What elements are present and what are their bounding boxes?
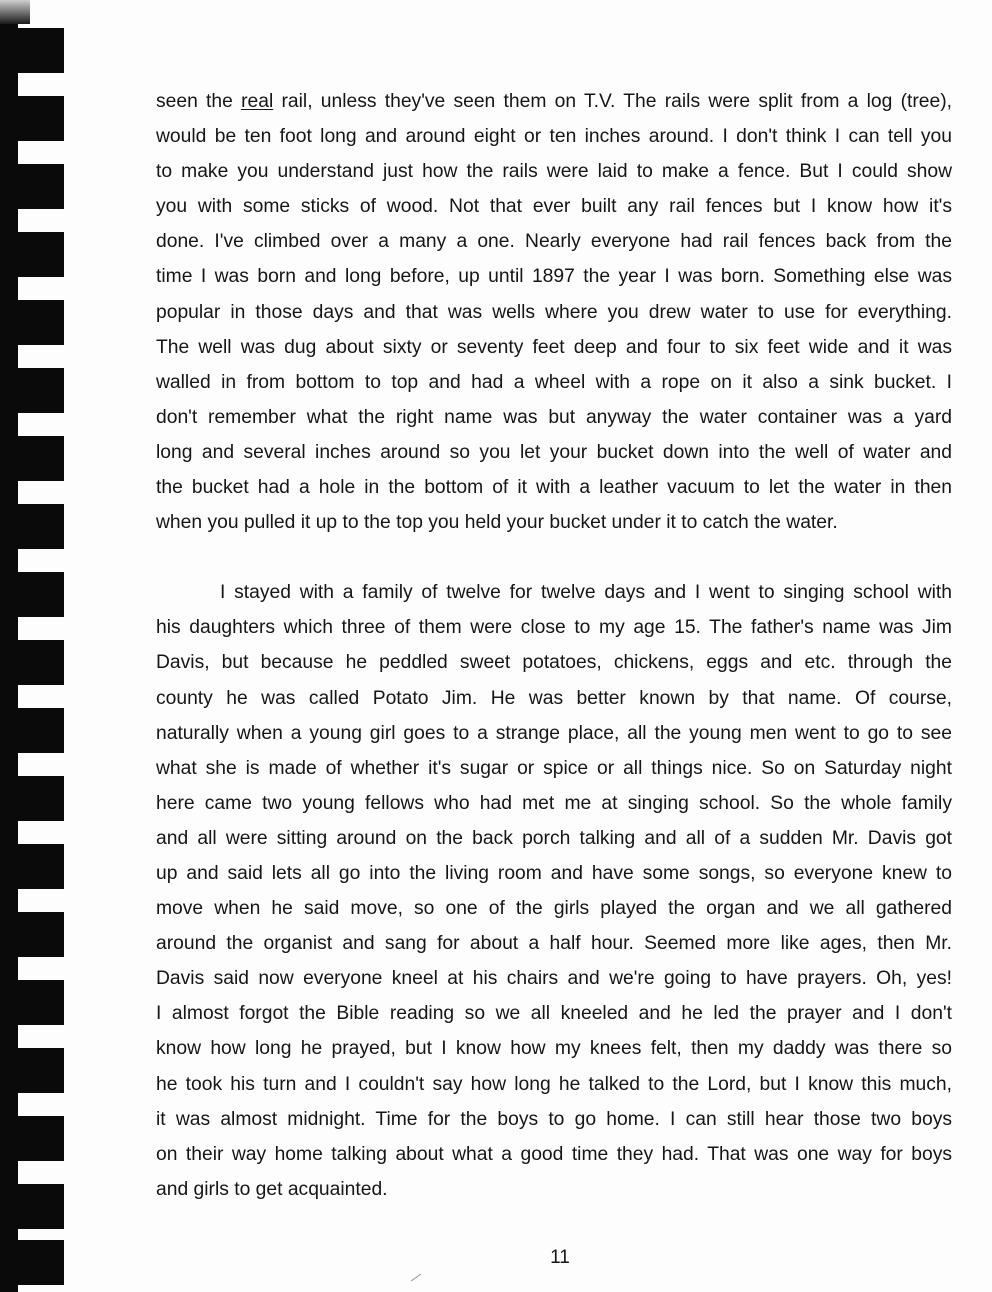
- text-line: when you pulled it up to the top you held your bucket under it to catch the water.: [156, 512, 838, 534]
- paragraph-1: [156, 84, 952, 540]
- text-line: around the organist and sang for about a half hour. Seemed more like ages, then Mr.: [156, 933, 952, 955]
- text-line: here came two young fellows who had met me at singing school. So the whole family: [156, 792, 952, 814]
- text-line: [156, 84, 952, 119]
- binding-tab: [0, 1048, 64, 1093]
- binding-tab: [0, 980, 64, 1025]
- text-line: I stayed with a family of twelve for twelve days and I went to singing school with: [220, 582, 952, 604]
- text-line: his daughters which three of them were close to my age 15. The father's name was Jim: [156, 617, 952, 639]
- binding-tab: [0, 1184, 64, 1229]
- text-line: time I was born and long before, up until 1897 the year I was born. Something else was: [156, 266, 952, 288]
- binding-tab: [0, 708, 64, 753]
- text-line: on their way home talking about what a good time they had. That was one way for boys: [156, 1143, 952, 1165]
- text-line: walled in from bottom to top and had a wheel with a rope on it also a sink bucket. I: [156, 371, 952, 393]
- binding-tab: [0, 368, 64, 413]
- binding-tab: [0, 164, 64, 209]
- binding-tab: [0, 28, 64, 73]
- text-line: know how long he prayed, but I know how my knees felt, then my daddy was there so: [156, 1038, 952, 1060]
- text-run: seen the: [156, 91, 242, 112]
- text-line: county he was called Potato Jim. He was better known by that name. Of course,: [156, 687, 952, 709]
- underlined-word: real: [241, 91, 274, 112]
- text-run: rail, unless they've seen them on T.V. The rails were split from a log (tree),: [273, 91, 952, 112]
- binding-tab: [0, 572, 64, 617]
- binding-tab: [0, 776, 64, 821]
- binding-tab: [0, 436, 64, 481]
- text-line: I almost forgot the Bible reading so we all kneeled and he led the prayer and I don't: [156, 1003, 952, 1025]
- binding-tab: [0, 232, 64, 277]
- text-line: you with some sticks of wood. Not that ever built any rail fences but I know how it's: [156, 196, 952, 218]
- binding-tab: [0, 844, 64, 889]
- page-number: 11: [550, 1247, 570, 1268]
- binding-tab: [0, 640, 64, 685]
- text-line: move when he said move, so one of the girls played the organ and we all gathered: [156, 898, 952, 920]
- paragraph-2: [156, 575, 952, 1207]
- text-line: Davis said now everyone kneel at his chairs and we're going to have prayers. Oh, yes!: [156, 968, 952, 990]
- text-line: done. I've climbed over a many a one. Nearly everyone had rail fences back from the: [156, 231, 952, 253]
- binding-tab: [0, 1240, 64, 1285]
- body-text: [156, 84, 952, 1207]
- binding-tab: [0, 504, 64, 549]
- text-line: and girls to get acquainted.: [156, 1178, 388, 1200]
- binding-top-edge: [0, 0, 30, 24]
- text-line: naturally when a young girl goes to a strange place, all the young men went to go to see: [156, 722, 952, 744]
- text-line: don't remember what the right name was but anyway the water container was a yard: [156, 406, 952, 428]
- text-line: to make you understand just how the rails were laid to make a fence. But I could show: [156, 161, 952, 183]
- binding-tab: [0, 300, 64, 345]
- text-line: the bucket had a hole in the bottom of it with a leather vacuum to let the water in then: [156, 477, 952, 499]
- binding-tab: [0, 1116, 64, 1161]
- text-line: he took his turn and I couldn't say how long he talked to the Lord, but I know this much,: [156, 1073, 952, 1095]
- stray-pen-mark: [411, 1274, 421, 1282]
- binding-tab: [0, 912, 64, 957]
- text-line: and all were sitting around on the back porch talking and all of a sudden Mr. Davis got: [156, 827, 952, 849]
- comb-binding: [0, 0, 70, 1292]
- text-line: up and said lets all go into the living room and have some songs, so everyone knew to: [156, 862, 952, 884]
- text-line: would be ten foot long and around eight or ten inches around. I don't think I can tell you: [156, 126, 952, 148]
- text-line: long and several inches around so you let your bucket down into the well of water and: [156, 441, 952, 463]
- text-line: what she is made of whether it's sugar or spice or all things nice. So on Saturday night: [156, 757, 952, 779]
- text-line: popular in those days and that was wells where you drew water to use for everything.: [156, 301, 952, 323]
- text-line: The well was dug about sixty or seventy feet deep and four to six feet wide and it was: [156, 336, 952, 358]
- binding-tab: [0, 96, 64, 141]
- text-line: Davis, but because he peddled sweet potatoes, chickens, eggs and etc. through the: [156, 652, 952, 674]
- text-line: it was almost midnight. Time for the boys to go home. I can still hear those two boys: [156, 1108, 952, 1130]
